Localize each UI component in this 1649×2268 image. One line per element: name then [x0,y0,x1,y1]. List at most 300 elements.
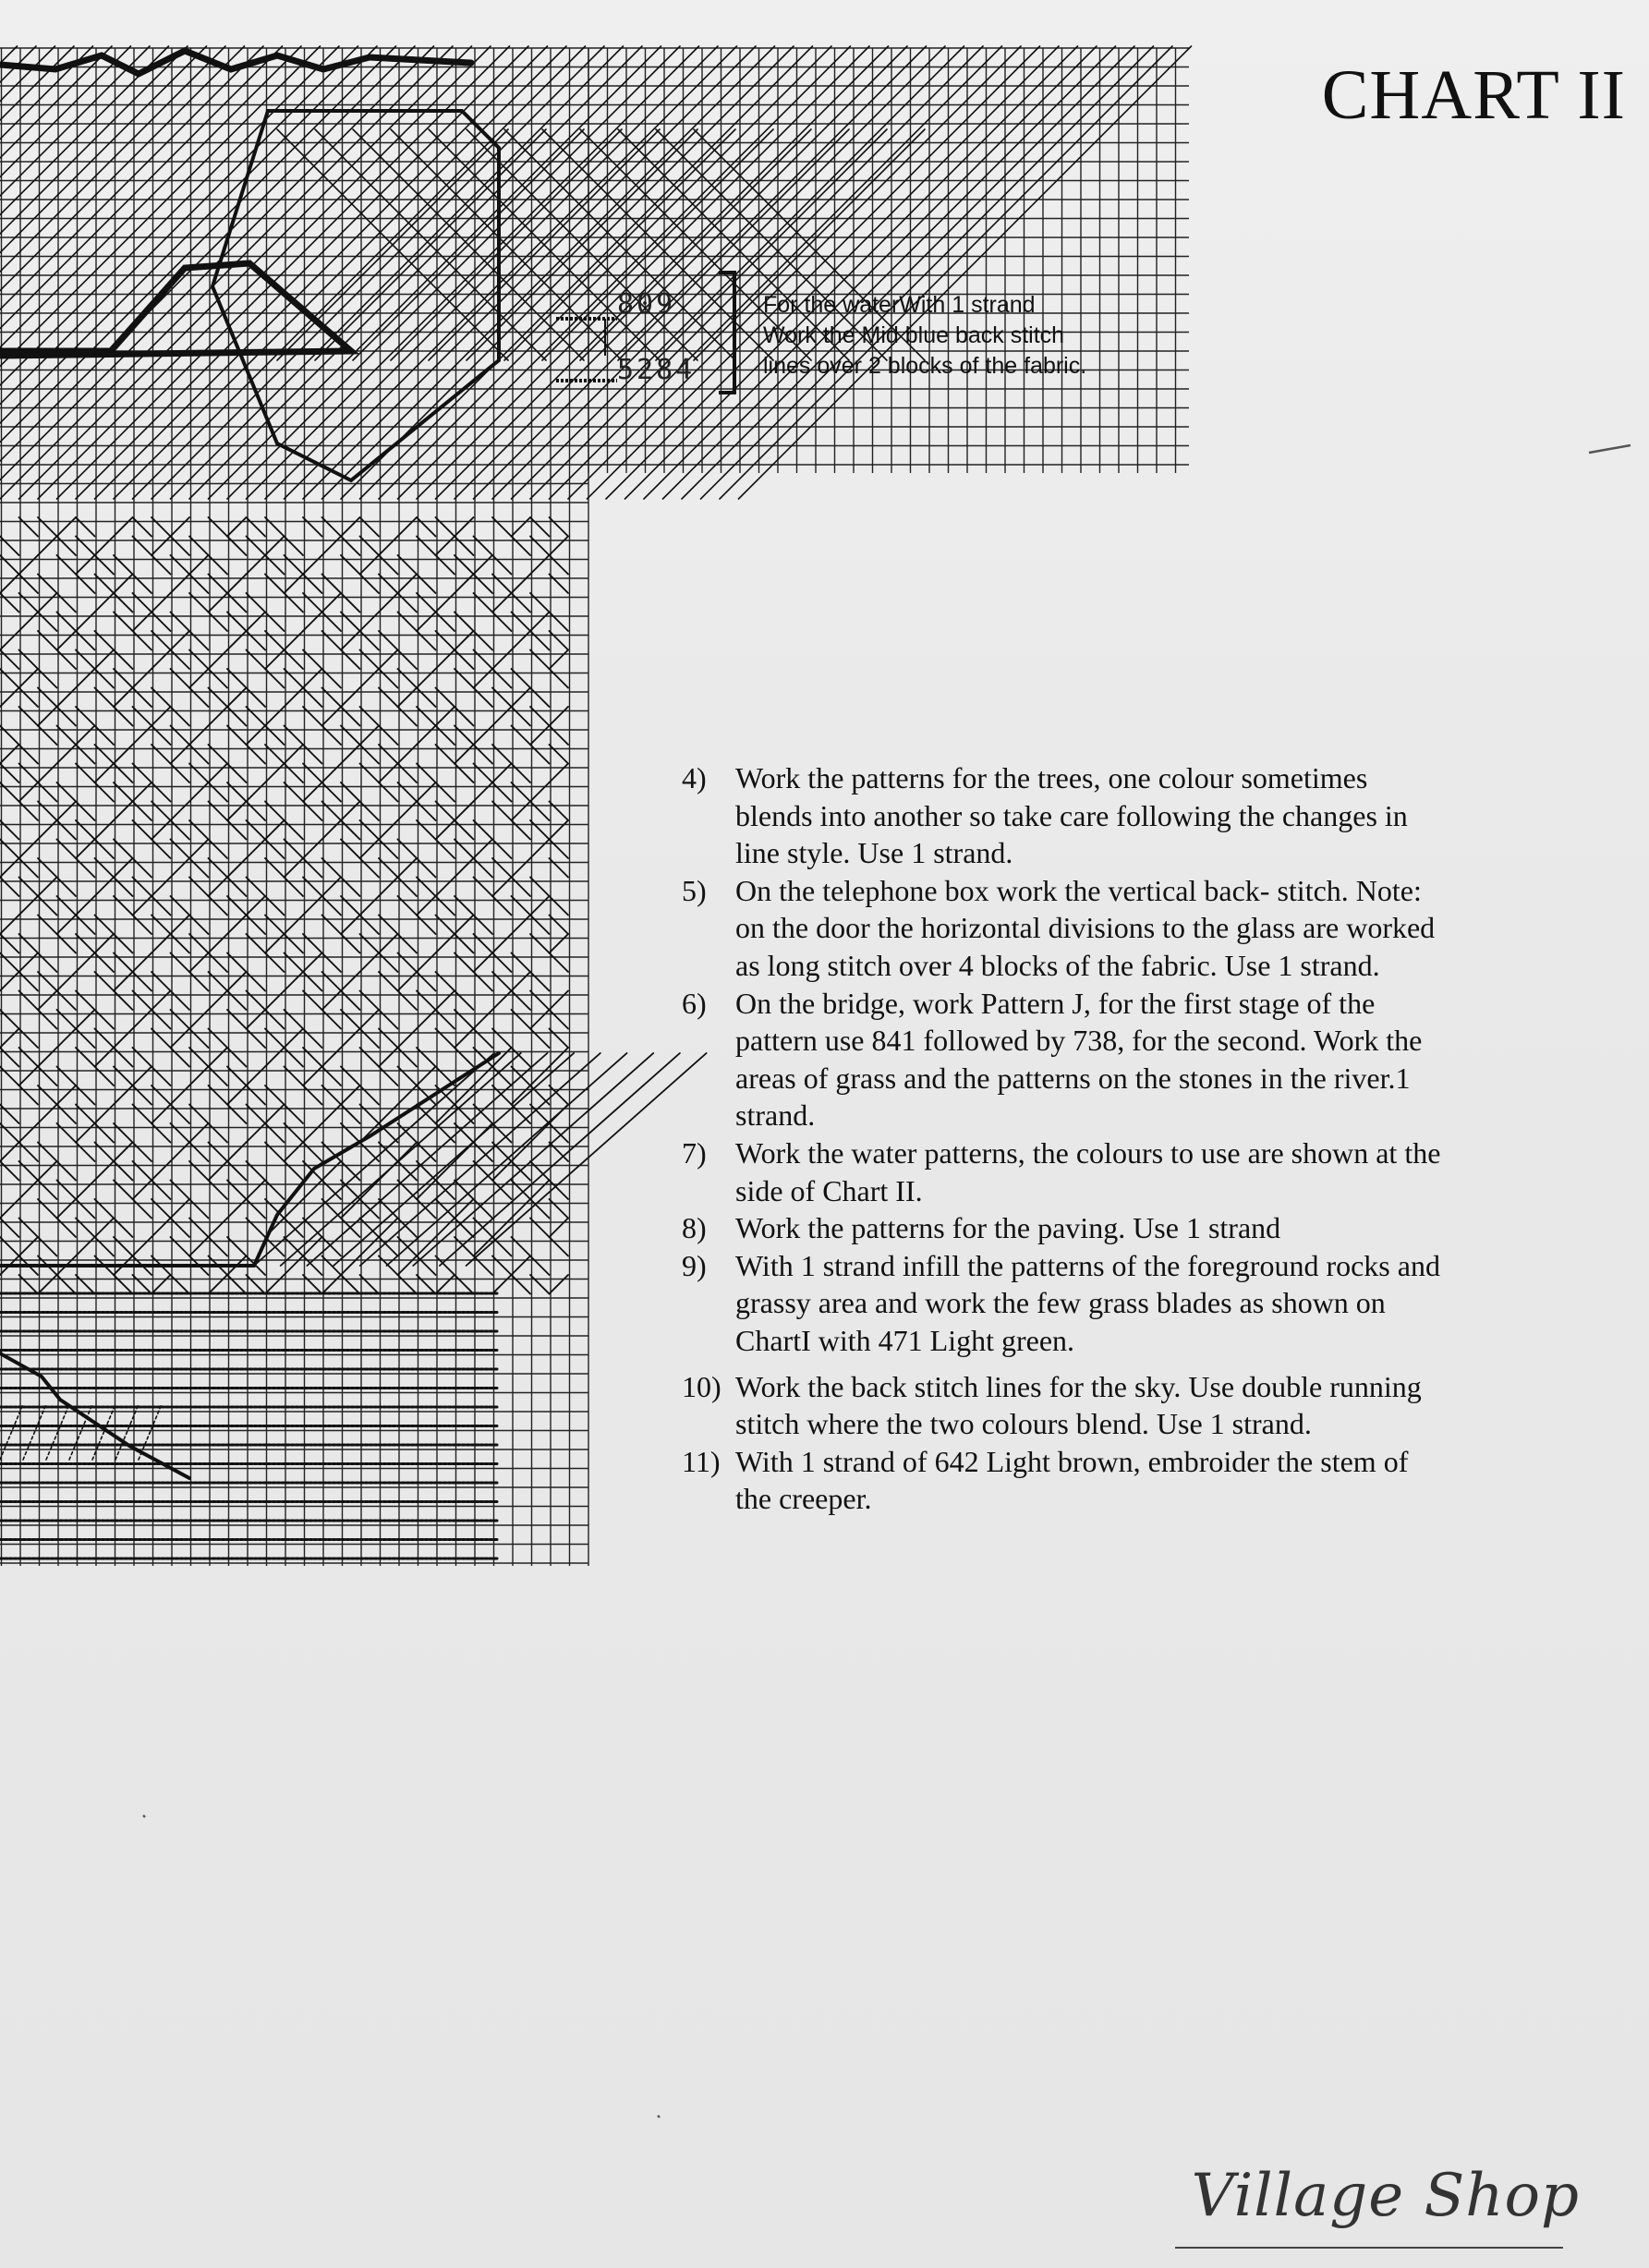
cell-stitch [209,782,228,802]
cell-stitch [492,688,512,708]
cell-stitch [492,745,512,764]
cell-stitch [0,1143,19,1162]
cell-stitch [227,802,247,821]
cell-stitch [492,575,512,594]
cell-stitch [474,1029,493,1049]
cell-stitch [492,896,512,916]
cell-stitch [530,1256,550,1276]
tree-stitch [0,46,55,499]
tree-stitch [265,46,718,499]
cell-stitch [247,707,266,726]
cell-stitch [152,745,171,764]
cell-stitch [322,631,342,650]
cell-stitch [247,1161,266,1181]
cell-stitch [455,631,474,650]
cell-stitch [38,896,57,916]
cell-stitch [76,537,95,556]
cell-stitch [360,631,380,650]
instruction-number: 9) [682,1248,707,1282]
cell-stitch [227,1085,247,1105]
chart-title: CHART II [1321,56,1626,134]
instruction-item-10 [682,1368,1513,1443]
cell-stitch [247,726,266,746]
cell-stitch [0,878,19,897]
cell-stitch [285,1048,304,1067]
cell-stitch [171,1010,190,1029]
cell-stitch [57,517,77,537]
cell-stitch [76,1181,95,1200]
cell-stitch [114,1123,133,1143]
cell-stitch [114,858,133,878]
instruction-number: 10) [682,1369,721,1403]
cell-stitch [76,517,95,537]
instruction-number: 4) [682,761,707,794]
instruction-number: 5) [682,873,707,907]
cell-stitch [171,934,190,953]
cell-stitch [436,537,455,556]
cell-stitch [19,1161,39,1181]
cell-stitch [114,991,133,1011]
cell-stitch [209,555,228,575]
cell-stitch [550,745,569,764]
cell-stitch [341,1085,360,1105]
cell-stitch [417,972,436,991]
cell-stitch [455,916,474,935]
cell-stitch [455,934,474,953]
cell-stitch [341,745,360,764]
key-code-809: 809 [617,288,676,321]
cell-stitch [0,916,19,935]
cell-stitch [133,1275,152,1294]
cell-stitch [492,1275,512,1294]
cell-stitch [530,537,550,556]
cell-stitch [209,612,228,632]
cell-stitch [474,1161,493,1181]
cell-stitch [530,782,550,802]
cell-stitch [0,764,19,783]
cell-stitch [209,896,228,916]
tree-stitch [682,46,1134,499]
cell-stitch [303,896,322,916]
cell-stitch [360,726,380,746]
cell-stitch [209,1067,228,1086]
cell-stitch [436,612,455,632]
cell-stitch [114,1029,133,1049]
cell-stitch [360,1199,380,1219]
cell-stitch [550,840,569,859]
cell-stitch [492,934,512,953]
cell-stitch [512,1199,531,1219]
cell-stitch [379,916,398,935]
cell-stitch [550,1199,569,1219]
cell-stitch [285,555,304,575]
cell-stitch [550,612,569,632]
cell-stitch [265,1275,285,1294]
cell-stitch [492,669,512,688]
cell-stitch [189,840,209,859]
village-shop-logo: Village Shop [1191,2162,1580,2230]
cell-stitch [209,1085,228,1105]
cell-stitch [114,1143,133,1162]
cell-stitch [133,878,152,897]
cell-stitch [152,688,171,708]
cell-stitch [95,916,115,935]
tree-stitch [739,46,1192,499]
cell-stitch [95,1237,115,1256]
cell-stitch [133,991,152,1011]
cell-stitch [189,575,209,594]
cell-stitch [303,934,322,953]
cell-stitch [550,802,569,821]
cell-stitch [38,688,57,708]
cell-stitch [474,537,493,556]
cell-stitch [152,1161,171,1181]
cell-stitch [152,707,171,726]
cell-stitch [265,1048,285,1067]
cell-stitch [322,1105,342,1124]
cell-stitch [398,934,418,953]
instruction-line: With 1 strand of 642 Light brown, embroider the stem of [735,1444,1409,1478]
cell-stitch [171,840,190,859]
cell-stitch [189,1219,209,1238]
cell-stitch [57,896,77,916]
cell-stitch [209,745,228,764]
cell-stitch [379,972,398,991]
cell-stitch [360,934,380,953]
cell-stitch [95,1161,115,1181]
cell-stitch [436,1256,455,1276]
cell-stitch [492,953,512,973]
instruction-line: Work the patterns for the trees, one colour sometimes [735,761,1368,794]
cell-stitch [189,555,209,575]
cell-stitch [360,555,380,575]
cell-stitch [455,726,474,746]
cell-stitch [341,707,360,726]
instruction-item-4 [682,759,1513,872]
tree-stitch [152,46,604,499]
cell-stitch [417,1010,436,1029]
cell-stitch [171,1275,190,1294]
cell-stitch [227,1181,247,1200]
cell-stitch [209,953,228,973]
instruction-number: 6) [682,986,707,1020]
instruction-line: side of Chart II. [735,1173,923,1207]
tree-stitch [625,46,1078,499]
cell-stitch [398,972,418,991]
cell-stitch [19,593,39,612]
rock-stitch [139,1404,162,1460]
cell-stitch [227,896,247,916]
cell-stitch [76,1029,95,1049]
cell-stitch [76,916,95,935]
cell-stitch [19,745,39,764]
cell-stitch [209,802,228,821]
cell-stitch [360,1105,380,1124]
tree-stitch [512,46,964,499]
cell-stitch [322,1256,342,1276]
cell-stitch [114,953,133,973]
cell-stitch [474,1199,493,1219]
cell-stitch [303,1123,322,1143]
cell-stitch [95,858,115,878]
cell-stitch [398,991,418,1011]
cell-stitch [95,782,115,802]
cell-stitch [76,896,95,916]
cell-stitch [114,612,133,632]
cell-stitch [227,1161,247,1181]
cell-stitch [114,650,133,670]
cell-stitch [38,1181,57,1200]
cell-stitch [360,802,380,821]
cell-stitch [341,934,360,953]
cell-stitch [227,820,247,840]
cell-stitch [285,1219,304,1238]
cell-stitch [95,593,115,612]
cell-stitch [209,1219,228,1238]
cell-stitch [114,688,133,708]
cell-stitch [114,745,133,764]
cell-stitch [285,669,304,688]
cell-stitch [436,688,455,708]
cell-stitch [474,1237,493,1256]
cell-stitch [512,688,531,708]
cell-stitch [341,782,360,802]
cell-stitch [417,669,436,688]
cell-stitch [341,612,360,632]
cell-stitch [38,764,57,783]
cell-stitch [19,1181,39,1200]
cell-stitch [322,1067,342,1086]
cell-stitch [171,1199,190,1219]
cell-stitch [322,896,342,916]
cell-stitch [227,1105,247,1124]
cell-stitch [492,840,512,859]
instruction-line: Work the water patterns, the colours to use are shown at the [735,1135,1441,1170]
cell-stitch [133,1105,152,1124]
cell-stitch [398,1219,418,1238]
cell-stitch [530,650,550,670]
instruction-line: as long stitch over 4 blocks of the fabric. Use 1 strand. [735,948,1380,982]
cell-stitch [492,555,512,575]
cell-stitch [530,991,550,1011]
cell-stitch [95,878,115,897]
cell-stitch [152,612,171,632]
cell-stitch [95,840,115,859]
cell-stitch [417,916,436,935]
cell-stitch [133,972,152,991]
cell-stitch [474,593,493,612]
cell-stitch [530,593,550,612]
cell-stitch [455,1048,474,1067]
cell-stitch [171,1123,190,1143]
cell-stitch [76,991,95,1011]
cell-stitch [398,858,418,878]
cell-stitch [247,1067,266,1086]
cell-stitch [492,1181,512,1200]
cell-stitch [417,991,436,1011]
cell-stitch [209,688,228,708]
cell-stitch [76,631,95,650]
cell-stitch [0,953,19,973]
cell-stitch [379,726,398,746]
cell-stitch [530,1010,550,1029]
cell-stitch [19,650,39,670]
cell-stitch [38,820,57,840]
instruction-item-5 [682,872,1513,985]
cell-stitch [38,991,57,1011]
cell-stitch [76,1219,95,1238]
cell-stitch [341,555,360,575]
cell-stitch [133,1085,152,1105]
cell-stitch [209,1161,228,1181]
instruction-line: On the telephone box work the vertical back- stitch. Note: [735,873,1422,907]
cell-stitch [76,707,95,726]
cell-stitch [303,1181,322,1200]
cell-stitch [19,1275,39,1294]
cell-stitch [360,745,380,764]
cell-stitch [171,858,190,878]
cell-stitch [530,555,550,575]
cell-stitch [379,669,398,688]
cell-stitch [152,991,171,1011]
cell-stitch [152,1199,171,1219]
cell-stitch [512,726,531,746]
cell-stitch [455,840,474,859]
cell-stitch [550,1219,569,1238]
cell-stitch [285,537,304,556]
cell-stitch [417,1143,436,1162]
cell-stitch [76,726,95,746]
cell-stitch [455,991,474,1011]
cell-stitch [0,1161,19,1181]
cell-stitch [303,953,322,973]
cell-stitch [285,1067,304,1086]
cell-stitch [0,1067,19,1086]
cell-stitch [303,555,322,575]
cell-stitch [57,1199,77,1219]
cell-stitch [133,916,152,935]
cell-stitch [398,1275,418,1294]
cell-stitch [57,1219,77,1238]
cell-stitch [247,1199,266,1219]
instruction-line: With 1 strand infill the patterns of the foreground rocks and [735,1248,1440,1282]
cell-stitch [38,1143,57,1162]
cell-stitch [0,575,19,594]
cell-stitch [19,688,39,708]
cell-stitch [303,1275,322,1294]
cell-stitch [474,575,493,594]
tree-stitch [0,46,18,499]
cell-stitch [550,631,569,650]
cell-stitch [95,1143,115,1162]
cell-stitch [455,1010,474,1029]
cell-stitch [530,1029,550,1049]
cell-stitch [95,1048,115,1067]
cell-stitch [303,991,322,1011]
cell-stitch [436,840,455,859]
cell-stitch [417,631,436,650]
cell-stitch [303,1085,322,1105]
cell-stitch [152,726,171,746]
instruction-item-9 [682,1247,1513,1360]
cell-stitch [474,916,493,935]
cell-stitch [322,878,342,897]
cell-stitch [285,858,304,878]
cell-stitch [341,1181,360,1200]
cell-stitch [19,1143,39,1162]
cell-stitch [0,1219,19,1238]
cell-stitch [95,1199,115,1219]
cell-stitch [171,991,190,1011]
cell-stitch [474,934,493,953]
cell-stitch [322,726,342,746]
cell-stitch [285,631,304,650]
cell-stitch [492,1029,512,1049]
cell-stitch [57,820,77,840]
cell-stitch [171,1143,190,1162]
cell-stitch [379,820,398,840]
cell-stitch [114,878,133,897]
cell-stitch [152,1219,171,1238]
cell-stitch [247,840,266,859]
cell-stitch [209,650,228,670]
cell-stitch [189,1067,209,1086]
cell-stitch [512,593,531,612]
cell-stitch [57,650,77,670]
cell-stitch [209,575,228,594]
cell-stitch [265,1085,285,1105]
cell-stitch [152,1123,171,1143]
tree-stitch [227,46,680,499]
cell-stitch [360,612,380,632]
cell-stitch [398,1085,418,1105]
cell-stitch [95,745,115,764]
cell-stitch [379,1067,398,1086]
cell-stitch [417,688,436,708]
cell-stitch [436,916,455,935]
cell-stitch [285,820,304,840]
cell-stitch [19,802,39,821]
cell-stitch [474,688,493,708]
cell-stitch [341,896,360,916]
cell-stitch [171,575,190,594]
cell-stitch [0,593,19,612]
cell-stitch [19,764,39,783]
cell-stitch [38,782,57,802]
cell-stitch [114,764,133,783]
cell-stitch [303,1067,322,1086]
cell-stitch [265,840,285,859]
cell-stitch [379,934,398,953]
cell-stitch [322,575,342,594]
rock-stitch [0,1404,23,1460]
cell-stitch [133,1048,152,1067]
cell-stitch [512,537,531,556]
cell-stitch [114,517,133,537]
cell-stitch [265,802,285,821]
cell-stitch [152,1275,171,1294]
cell-stitch [57,537,77,556]
cell-stitch [417,1275,436,1294]
cell-stitch [265,934,285,953]
cell-stitch [189,1161,209,1181]
cell-stitch [152,820,171,840]
cell-stitch [512,820,531,840]
cell-stitch [265,858,285,878]
cell-stitch [133,631,152,650]
cell-stitch [550,650,569,670]
cell-stitch [95,726,115,746]
